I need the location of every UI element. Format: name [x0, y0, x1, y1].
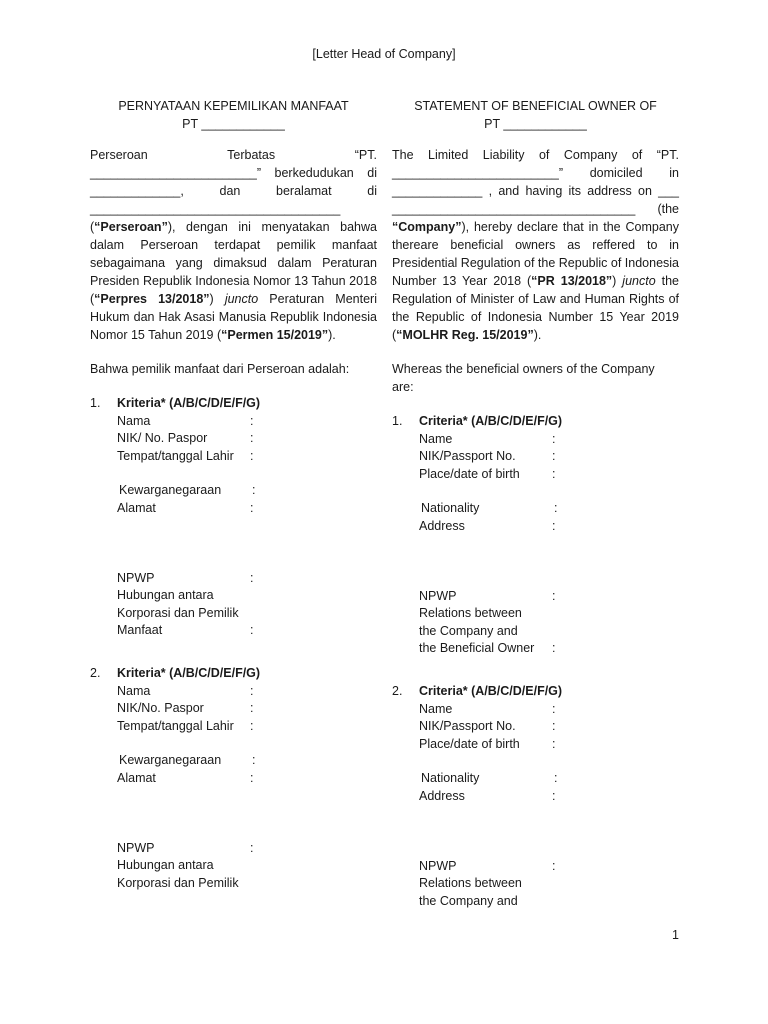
relation-row-2 [117, 605, 377, 623]
left-pt-line: PT ____________ [182, 117, 285, 131]
relation-row-2 [419, 893, 679, 911]
entry-number: 1. [90, 396, 101, 410]
id-row [419, 448, 679, 466]
field-label: Tempat/tanggal Lahir [117, 718, 234, 733]
text-run: ). [533, 328, 542, 342]
colon: : [552, 858, 556, 873]
field-label: Alamat [117, 770, 156, 785]
colon: : [250, 431, 254, 446]
text-run: Perseroan Terbatas “PT. ________________________” berkedudukan di _____________, dan beralamat di ____________________________________ ( [90, 148, 377, 234]
criteria-label: Kriteria* (A/B/C/D/E/F/G) [117, 396, 261, 410]
colon: : [250, 683, 254, 698]
defined-term: “Company” [392, 220, 462, 234]
relation-row-2 [117, 875, 377, 893]
nationality-row [419, 500, 679, 518]
field-label: Kewarganegaraan [119, 483, 222, 498]
colon: : [552, 701, 556, 716]
field-label: NPWP [117, 570, 155, 585]
italic-term: juncto [622, 274, 656, 288]
field-label: Place/date of birth [419, 466, 520, 481]
text-run: ) [209, 292, 225, 306]
name-row [419, 431, 679, 449]
entry-number: 2. [90, 665, 101, 680]
english-column [392, 97, 679, 910]
field-label: Address [419, 518, 465, 533]
address-row [419, 518, 679, 536]
owner-entry-2 [90, 665, 377, 892]
npwp-row [117, 570, 377, 588]
colon: : [552, 466, 556, 481]
field-label: Nama [117, 683, 151, 698]
italic-term: juncto [224, 292, 259, 306]
right-title: STATEMENT OF BENEFICIAL OWNER OF [414, 99, 657, 113]
right-intro-paragraph [392, 146, 679, 344]
entry-number: 1. [392, 414, 403, 428]
field-label: Nama [117, 413, 151, 428]
field-label: Manfaat [117, 623, 163, 638]
colon: : [552, 641, 556, 656]
criteria-label: Criteria* (A/B/C/D/E/F/G) [419, 683, 563, 698]
colon: : [250, 701, 254, 716]
address-row [419, 788, 679, 806]
npwp-row [117, 840, 377, 858]
right-pt-line: PT ____________ [484, 117, 587, 131]
relation-row-1 [117, 857, 377, 875]
colon: : [250, 718, 254, 733]
field-label: Hubungan antara [117, 858, 214, 873]
entry-number: 2. [392, 683, 403, 698]
colon: : [250, 623, 254, 638]
relation-row-2 [419, 623, 679, 641]
colon: : [250, 840, 254, 855]
colon: : [554, 501, 558, 516]
field-label: Nationality [421, 771, 480, 786]
nationality-row [419, 770, 679, 788]
colon: : [552, 788, 556, 803]
right-owners-intro: Whereas the beneficial owners of the Company are: [392, 362, 655, 394]
colon: : [552, 736, 556, 751]
page-number: 1 [672, 928, 679, 942]
defined-term: “Perseroan” [94, 220, 168, 234]
relation-row-1 [419, 605, 679, 623]
text-run: ). [328, 328, 336, 342]
letterhead: [Letter Head of Company] [312, 47, 456, 61]
address-row [117, 770, 377, 788]
text-run: the Regulation of Minister of Law and Human Rights of the Republic of Indonesia Number 15 Year 2019 ( [392, 274, 679, 342]
colon: : [250, 770, 254, 785]
field-label: NPWP [419, 588, 457, 603]
criteria-label: Criteria* (A/B/C/D/E/F/G) [419, 414, 563, 428]
birth-row [419, 736, 679, 754]
owner-entry-1 [90, 395, 377, 640]
field-label: Name [419, 701, 453, 716]
criteria-label: Kriteria* (A/B/C/D/E/F/G) [117, 665, 261, 680]
relation-row-3 [117, 622, 377, 640]
birth-row [419, 466, 679, 484]
colon: : [250, 448, 254, 463]
colon: : [552, 431, 556, 446]
indonesian-column [90, 97, 377, 892]
left-heading [90, 97, 377, 133]
relation-row-1 [117, 587, 377, 605]
field-label: the Company and [419, 623, 518, 638]
relation-row-1 [419, 875, 679, 893]
npwp-row [419, 858, 679, 876]
id-row [117, 700, 377, 718]
field-label: Address [419, 788, 465, 803]
colon: : [252, 753, 256, 768]
birth-row [117, 718, 377, 736]
name-row [117, 683, 377, 701]
defined-term: “Permen 15/2019” [221, 328, 329, 342]
field-label: Alamat [117, 500, 156, 515]
birth-row [117, 448, 377, 466]
nationality-row [117, 482, 377, 500]
colon: : [250, 413, 254, 428]
colon: : [552, 719, 556, 734]
defined-term: “MOLHR Reg. 15/2019” [396, 328, 534, 342]
text-run: Peraturan Menteri Hukum dan Hak Asasi Manusia Republik Indonesia Nomor 15 Tahun 2019 ( [90, 292, 377, 342]
field-label: Nationality [421, 501, 480, 516]
id-row [419, 718, 679, 736]
text-run: ), dengan ini menyatakan bahwa dalam Perseroan terdapat pemilik manfaat sebagaimana yang dimaksud dalam Peraturan Presiden Republik Indonesia Nomor 13 Tahun 2018 ( [90, 220, 377, 306]
text-run: ) [612, 274, 623, 288]
field-label: the Company and [419, 893, 518, 908]
colon: : [552, 518, 556, 533]
field-label: Korporasi dan Pemilik [117, 605, 239, 620]
left-intro-paragraph [90, 146, 377, 344]
field-label: Relations between [419, 606, 522, 621]
right-heading [392, 97, 679, 133]
name-row [117, 413, 377, 431]
colon: : [552, 449, 556, 464]
field-label: Tempat/tanggal Lahir [117, 448, 234, 463]
nationality-row [117, 752, 377, 770]
colon: : [250, 570, 254, 585]
field-label: Korporasi dan Pemilik [117, 875, 239, 890]
colon: : [552, 588, 556, 603]
address-row [117, 500, 377, 518]
npwp-row [419, 588, 679, 606]
field-label: the Beneficial Owner [419, 641, 535, 656]
left-title: PERNYATAAN KEPEMILIKAN MANFAAT [118, 99, 349, 113]
text-run: ), hereby declare that in the Company thereare beneficial owners as reffered to in Presidential Regulation of the Republic of Indonesia Number 13 Year 2018 ( [392, 220, 679, 288]
colon: : [554, 771, 558, 786]
owner-entry-2 [392, 683, 679, 910]
field-label: Name [419, 431, 453, 446]
field-label: NPWP [419, 858, 457, 873]
field-label: NPWP [117, 840, 155, 855]
field-label: Kewarganegaraan [119, 753, 222, 768]
field-label: Hubungan antara [117, 588, 214, 603]
field-label: NIK/Passport No. [419, 449, 516, 464]
colon: : [252, 483, 256, 498]
colon: : [250, 500, 254, 515]
owner-entry-1 [392, 413, 679, 658]
field-label: Relations between [419, 876, 522, 891]
defined-term: “Perpres 13/2018” [94, 292, 210, 306]
relation-row-3 [419, 640, 679, 658]
field-label: NIK/No. Paspor [117, 701, 204, 716]
name-row [419, 701, 679, 719]
id-row [117, 430, 377, 448]
defined-term: “PR 13/2018” [531, 274, 613, 288]
left-owners-intro: Bahwa pemilik manfaat dari Perseroan adalah: [90, 362, 350, 376]
field-label: Place/date of birth [419, 736, 520, 751]
field-label: NIK/ No. Paspor [117, 431, 208, 446]
text-run: The Limited Liability of Company of “PT. ________________________” domiciled in _____________ , and having its address on ___ ___________________________________ (the [392, 148, 679, 216]
field-label: NIK/Passport No. [419, 719, 516, 734]
